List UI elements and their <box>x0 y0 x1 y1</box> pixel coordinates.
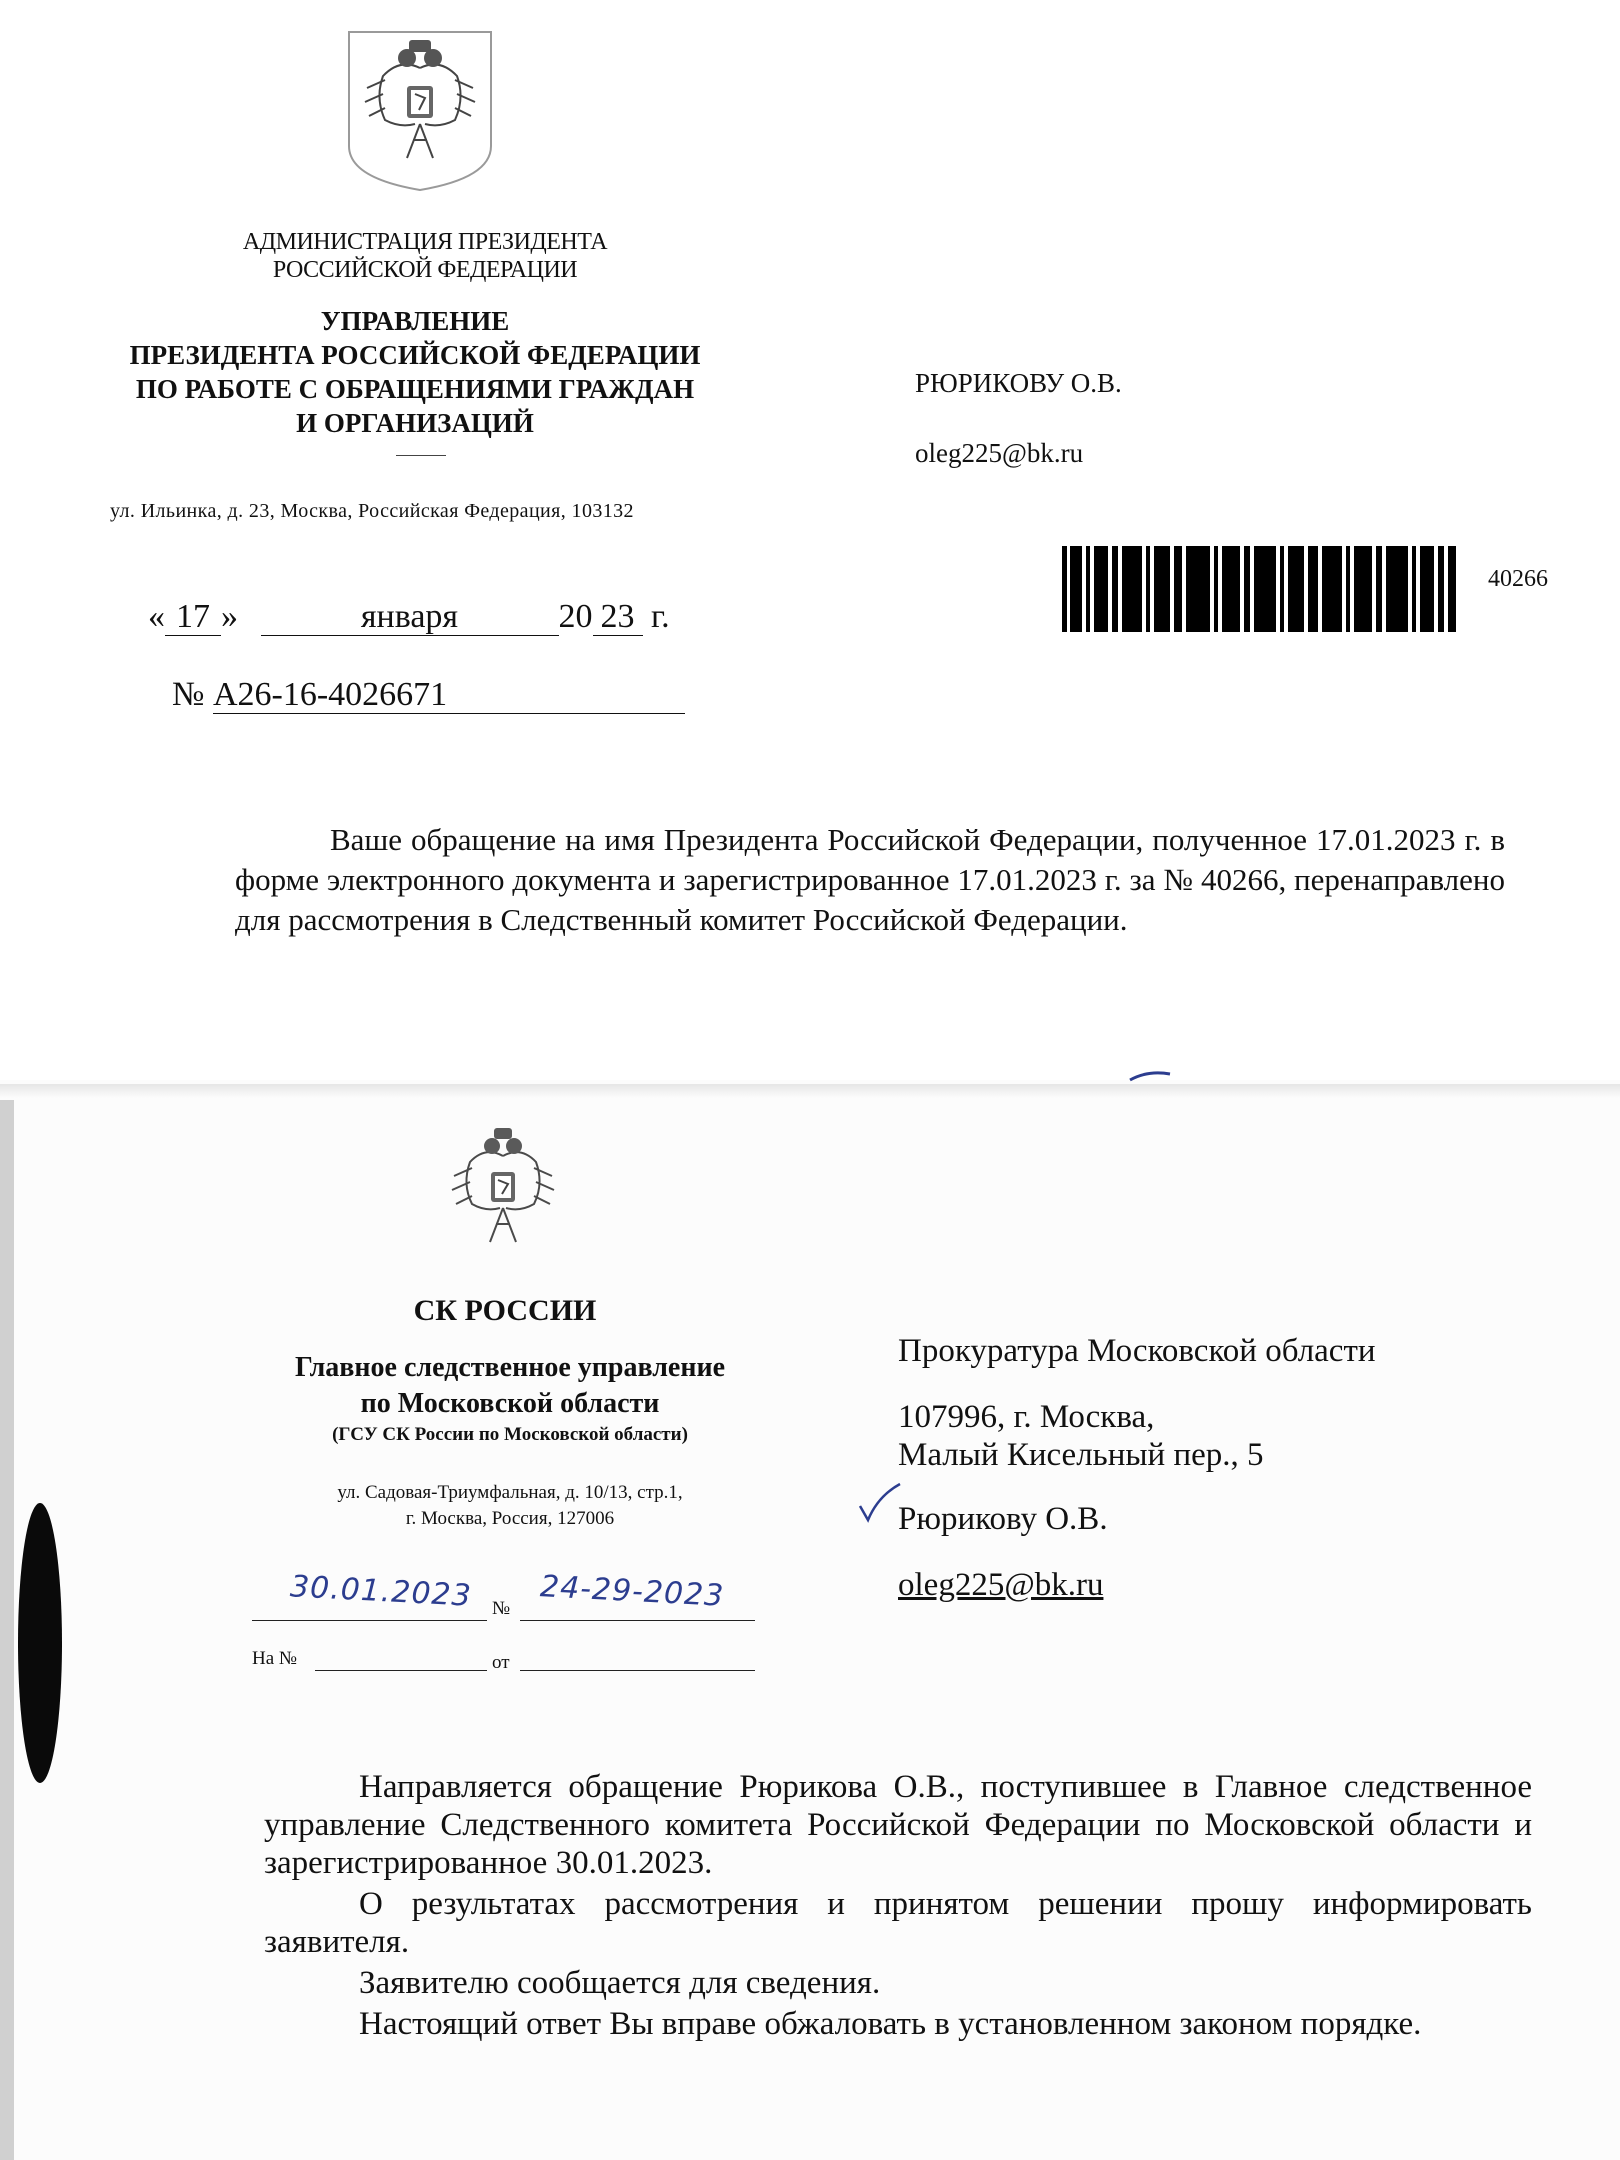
reference-number-label: На № <box>252 1648 298 1669</box>
letter1-body <box>235 820 1505 940</box>
outgoing-date-line <box>252 1620 487 1621</box>
recipient-address: 107996, г. Москва, Малый Кисельный пер., 5 <box>898 1399 1264 1473</box>
letter2-paragraph-4: Настоящий ответ Вы вправе обжаловать в установленном законом порядке. <box>359 2006 1422 2042</box>
administration-title: АДМИНИСТРАЦИЯ ПРЕЗИДЕНТА РОССИЙСКОЙ ФЕДЕРАЦИИ <box>242 229 608 283</box>
number-label: № <box>172 676 205 713</box>
coat-of-arms-icon <box>440 1122 566 1258</box>
letter2-paragraph-3: Заявителю сообщается для сведения. <box>359 1965 881 2001</box>
org-title: СК РОССИИ <box>413 1294 597 1327</box>
date-close-quote: » <box>221 598 238 635</box>
scan-edge-left <box>0 1100 14 2160</box>
coat-of-arms-icon <box>345 28 495 194</box>
division-title: Главное следственное управление по Московской области <box>294 1352 726 1419</box>
reference-number-line <box>315 1670 487 1671</box>
check-mark-icon <box>856 1480 902 1524</box>
date-year-prefix: 20 <box>558 598 593 635</box>
date-open-quote: « <box>148 598 165 635</box>
barcode-number: 40266 <box>1488 566 1548 592</box>
date-month: января <box>261 599 559 636</box>
letter2-paragraph-2: О результатах рассмотрения и принятом решении прошу информировать заявителя. <box>264 1886 1532 1960</box>
date-year-mark: г. <box>651 598 670 635</box>
scan-edge-top <box>0 1084 1620 1098</box>
recipient-email: oleg225@bk.ru <box>915 438 1084 468</box>
reference-date-label: от <box>492 1652 510 1673</box>
number-value: А26-16-4026671 <box>213 677 685 714</box>
letter2-paragraph-1: Направляется обращение Рюрикова О.В., поступившее в Главное следственное управление Следственного комитета Российской Федерации по Московской области и зарегистрированное 30.01.2023. <box>264 1769 1532 1881</box>
handwritten-number: 24-29-2023 <box>539 1569 726 1614</box>
letter1-paragraph: Ваше обращение на имя Президента Российской Федерации, полученное 17.01.2023 г. в форме электронного документа и зарегистрированное 17.01.2023 г. за № 40266, перенаправлено для рассмотрения в Следственный комитет Российской Федерации. <box>235 822 1505 937</box>
date-year-suffix: 23 <box>593 599 643 636</box>
division-abbreviation: (ГСУ СК России по Московской области) <box>332 1424 688 1445</box>
sender-address: ул. Ильинка, д. 23, Москва, Российская Федерация, 103132 <box>110 500 634 522</box>
punch-hole-shadow <box>18 1498 72 1788</box>
reference-date-line <box>520 1670 755 1671</box>
recipient-name: Рюрикову О.В. <box>898 1501 1108 1537</box>
document-number <box>172 676 685 714</box>
handwritten-date: 30.01.2023 <box>289 1569 473 1614</box>
department-title: УПРАВЛЕНИЕ ПРЕЗИДЕНТА РОССИЙСКОЙ ФЕДЕРАЦИИ ПО РАБОТЕ С ОБРАЩЕНИЯМИ ГРАЖДАН И ОРГАНИЗАЦИЙ <box>129 306 701 438</box>
sender-address: ул. Садовая-Триумфальная, д. 10/13, стр.1, г. Москва, Россия, 127006 <box>337 1482 683 1529</box>
recipient-name: РЮРИКОВУ О.В. <box>915 368 1122 398</box>
date-day: 17 <box>165 599 221 636</box>
barcode <box>1062 546 1456 632</box>
pen-mark <box>1128 1068 1172 1082</box>
letter2-body <box>264 1768 1532 2046</box>
recipient-org: Прокуратура Московской области <box>898 1333 1376 1369</box>
document-date <box>148 598 670 636</box>
outgoing-number-line <box>520 1620 755 1621</box>
recipient-email: oleg225@bk.ru <box>898 1567 1104 1603</box>
divider <box>396 455 446 456</box>
outgoing-number-label: № <box>492 1598 511 1619</box>
